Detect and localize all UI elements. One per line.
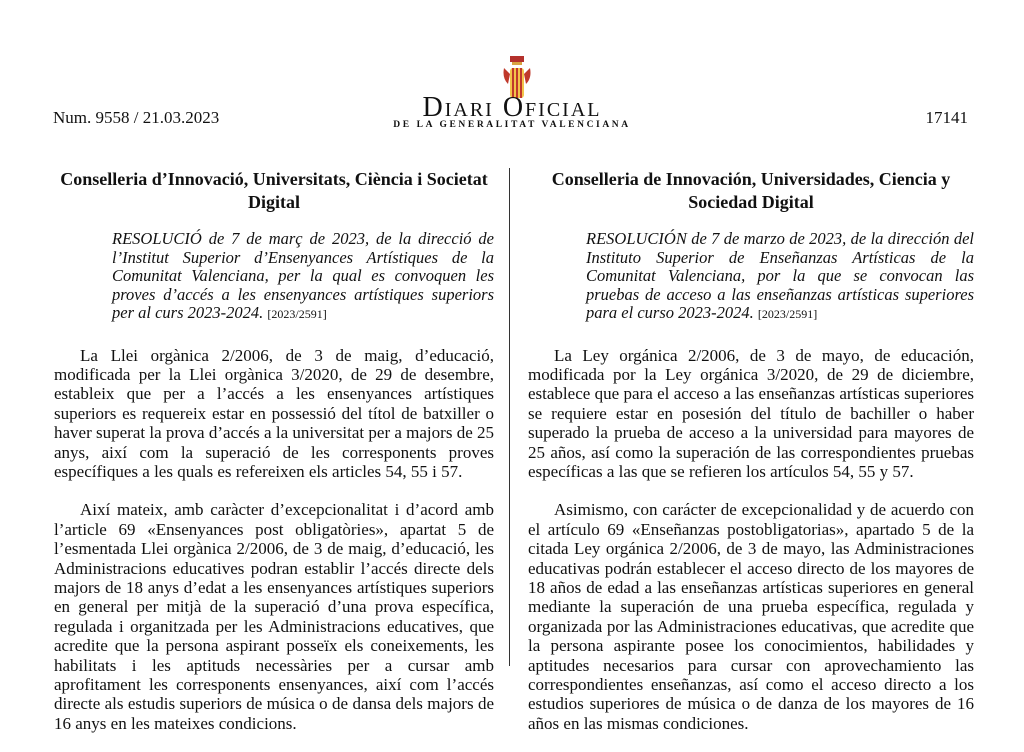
spanish-column bbox=[528, 168, 974, 752]
department-title: Conselleria de Innovación, Universidades, Ciencia y Sociedad Digital bbox=[551, 169, 951, 212]
resolution-text: RESOLUCIÓN de 7 de marzo de 2023, de la dirección del Instituto Superior de Enseñanzas Artísticas de la Comunitat Valenciana, por la que se convocan las pruebas de acceso a las enseñanzas artísticas superiores para el curso 2023-2024. bbox=[586, 229, 974, 322]
valencian-column bbox=[54, 168, 494, 752]
paragraph-1: La Ley orgánica 2/2006, de 3 de mayo, de educación, modificada por la Ley orgánica 3/2020, de 29 de diciembre, establece que para el acceso a las enseñanzas artísticas superiores se requiere estar en posesión del título de bachiller o haber superado la prueba de acceso a la universidad para mayores de 25 años, así como la superación de las correspondientes pruebas específicas a las que se refieren los artículos 54, 55 y 57. bbox=[528, 345, 974, 481]
resolution-heading bbox=[112, 230, 494, 324]
brand-subtitle: DE LA GENERALITAT VALENCIANA bbox=[393, 120, 631, 130]
resolution-reference: [2023/2591] bbox=[757, 307, 818, 321]
page-header bbox=[0, 0, 1024, 140]
department-title: Conselleria d’Innovació, Universitats, Ciència i Societat Digital bbox=[60, 169, 488, 212]
paragraph-1: La Llei orgànica 2/2006, de 3 de maig, d’educació, modificada per la Llei orgànica 3/2020, de 29 de desembre, estableix que per a l’accés a les ensenyances artístiques superiors es requereix estar en possessió del títol de batxiller o haver superat la prova d’accés a la universitat per a majors de 25 anys, així com la superació de les corresponents proves específiques a les quals es refereixen els articles 54, 55 i 57. bbox=[54, 345, 494, 481]
page-number: 17141 bbox=[925, 108, 968, 127]
column-divider bbox=[509, 168, 510, 666]
resolution-heading bbox=[586, 230, 974, 324]
resolution-reference: [2023/2591] bbox=[267, 307, 327, 321]
resolution-text: RESOLUCIÓ de 7 de març de 2023, de la direcció de l’Institut Superior d’Ensenyances Artístiques de la Comunitat Valenciana, per la qual es convoquen les proves d’accés a les ensenyances artístiques superiors per al curs 2023-2024. bbox=[112, 229, 494, 322]
paragraph-2: Asimismo, con carácter de excepcionalidad y de acuerdo con el artículo 69 «Enseñanzas postobligatorias», apartado 5 de la citada Ley orgánica 2/2006, de 3 de mayo, las Administraciones educativas podrán establecer el acceso directo de los mayores de 18 años de edad a las enseñanzas artísticas superiores en general mediante la superación de una prueba específica, regulada y organizada por las Administraciones educativas, que acredite que la persona aspirante posee los conocimientos, habilidades y aptitudes necesarios para cursar con aprovechamiento las correspondientes enseñanzas, así como el acceso directo a los estudios superiores de música o de danza de los mayores de 16 años en las mismas condiciones. bbox=[528, 500, 974, 733]
paragraph-2: Així mateix, amb caràcter d’excepcionalitat i d’acord amb l’article 69 «Ensenyances post obligatòries», apartat 5 de l’esmentada Llei orgànica 2/2006, de 3 de maig, d’educació, les Administracions educatives podran establir l’accés directe dels majors de 18 anys d’edat a les ensenyances artístiques superiors en general per mitjà de la superació d’una prova específica, regulada i organitzada per les Administracions educatives, que acredite que la persona aspirant posseïx els coneixements, les habilitats i les aptituds necessàries per a cursar amb aprofitament les corresponents ensenyances, així com l’accés directe als estudis superiors de música o de dansa dels majors de 16 anys en les mateixes condicions. bbox=[54, 500, 494, 733]
brand-title: Diari Oficial bbox=[422, 92, 602, 123]
issue-number: Num. 9558 / 21.03.2023 bbox=[53, 108, 220, 127]
